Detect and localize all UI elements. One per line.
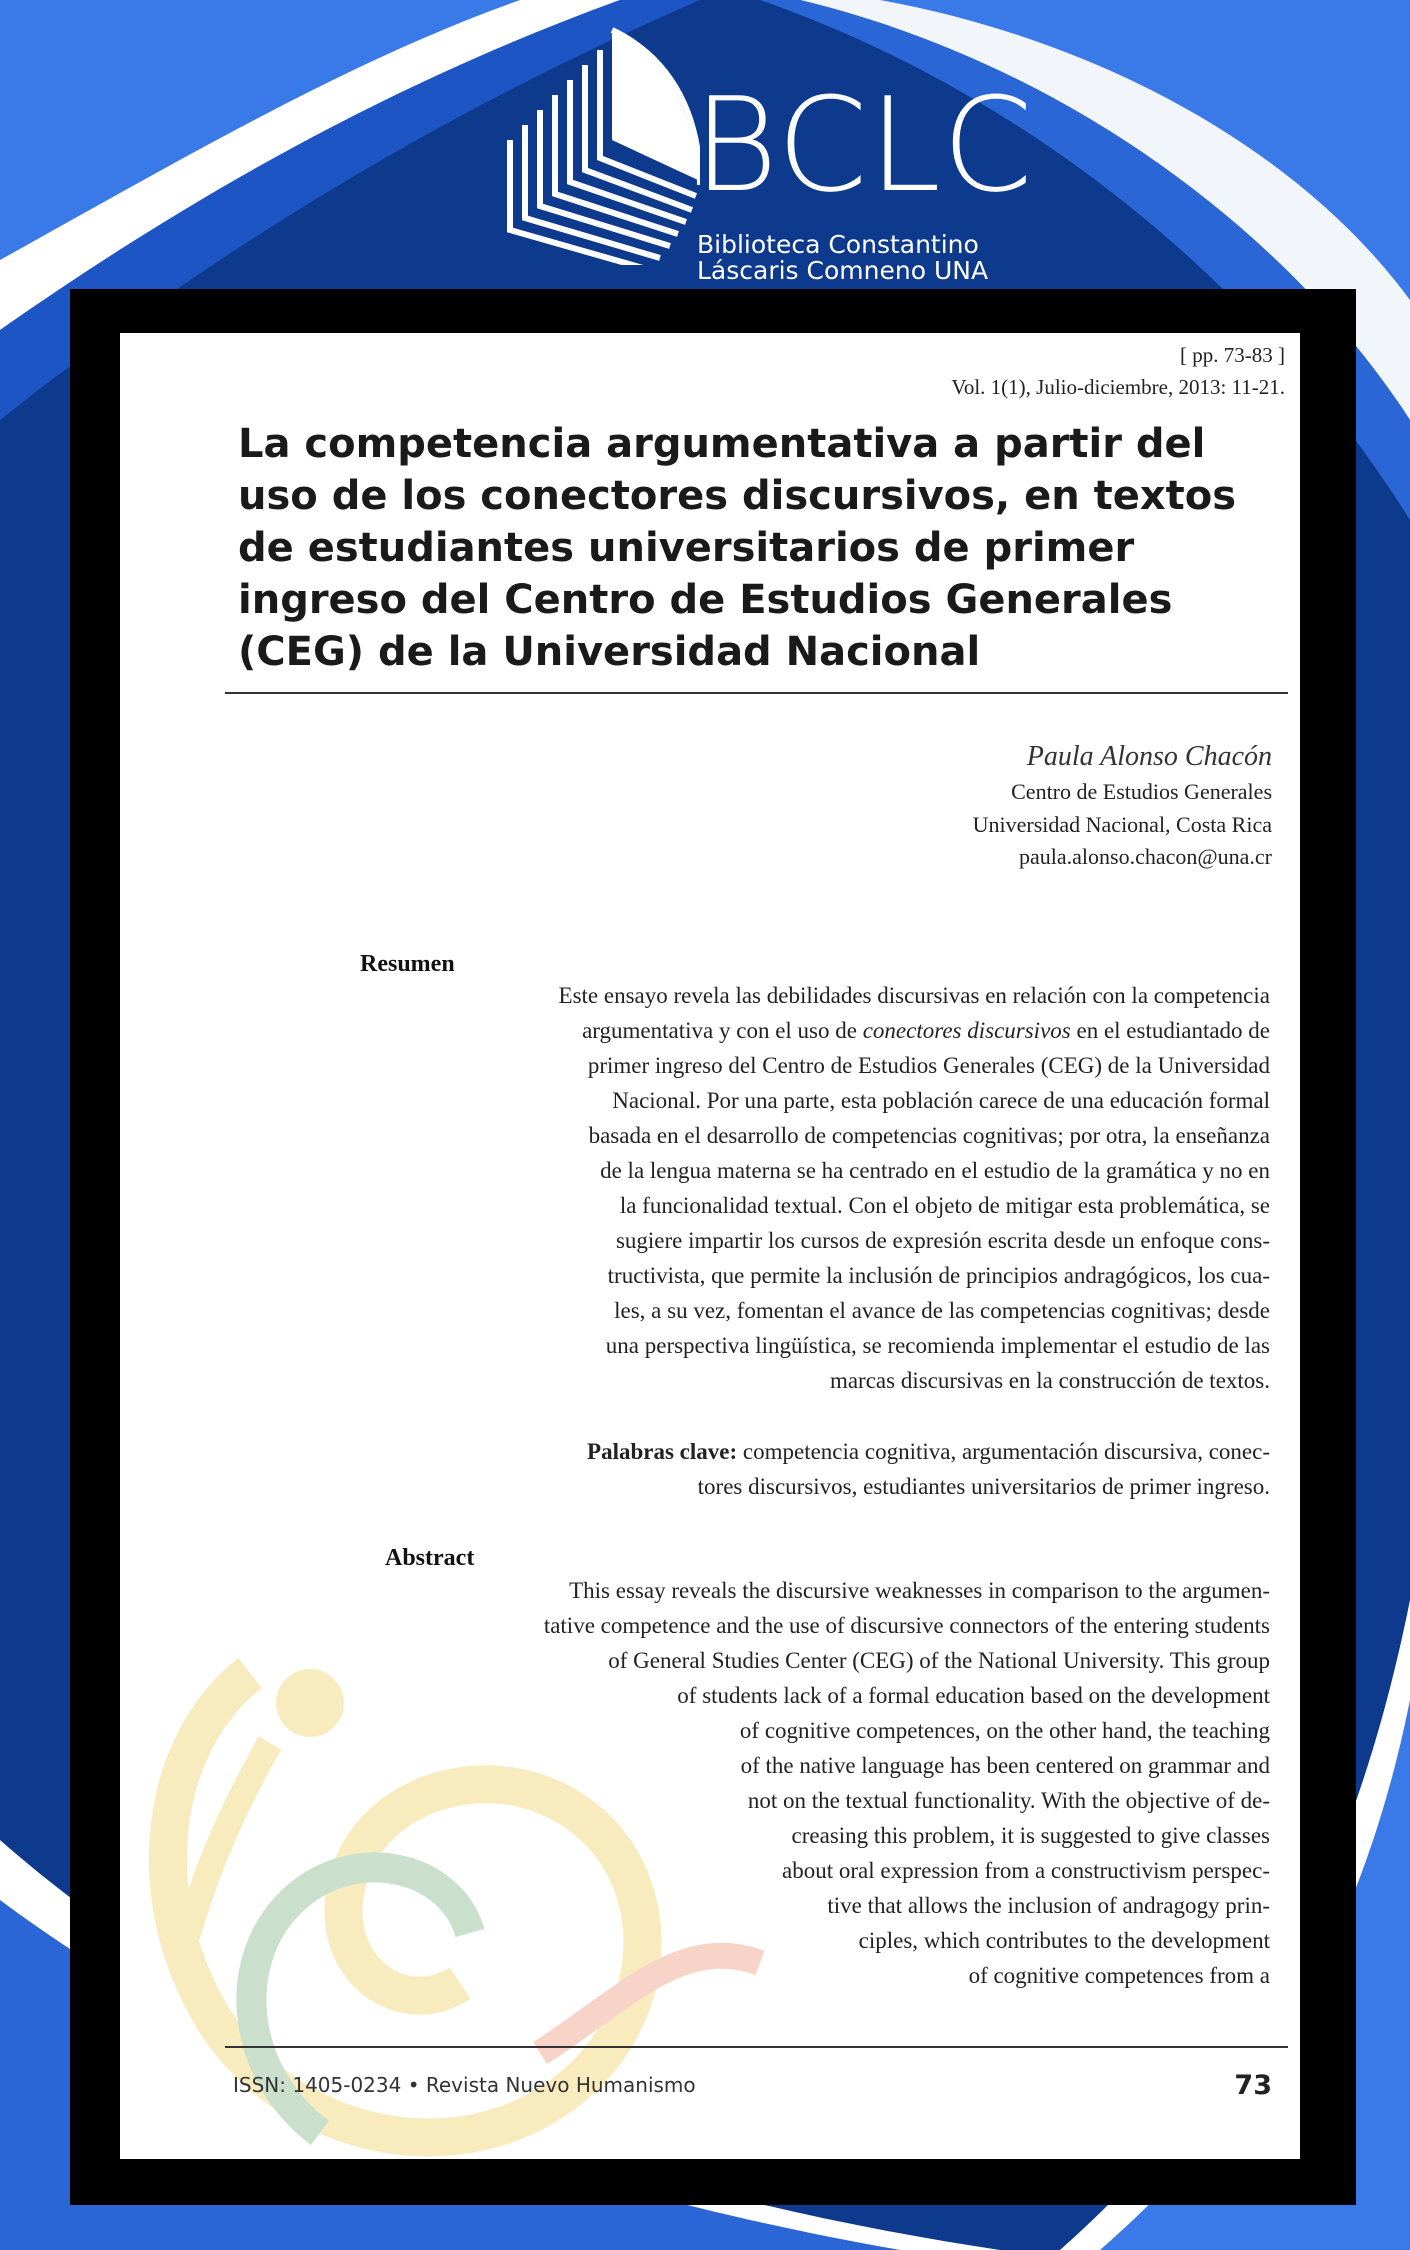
resumen-line: basada en el desarrollo de competencias cognitivas; por otra, la enseñanza (588, 1123, 1270, 1148)
page-range: [ pp. 73-83 ] (1180, 343, 1285, 367)
abstract-line: of General Studies Center (CEG) of the National University. This group (608, 1648, 1270, 1673)
author-center: Centro de Estudios Generales (1011, 779, 1272, 804)
keywords-label: Palabras clave: (587, 1439, 738, 1464)
resumen-line: les, a su vez, fomentan el avance de las competencias cognitivas; desde (614, 1298, 1270, 1323)
article-page (120, 333, 1300, 2159)
logo-acronym: BCLC (693, 69, 1034, 221)
resumen-line: de la lengua materna se ha centrado en el estudio de la gramática y no en (600, 1158, 1270, 1183)
resumen-italic-term: conectores discursivos (862, 1018, 1071, 1043)
logo-subtitle-line2: Láscaris Comneno UNA (697, 256, 989, 285)
abstract-line: tive that allows the inclusion of andragogy prin- (827, 1893, 1270, 1918)
logo-subtitle-line1: Biblioteca Constantino (697, 230, 979, 259)
abstract-line: of cognitive competences from a (968, 1963, 1270, 1988)
abstract-line: of students lack of a formal education based on the development (677, 1683, 1270, 1708)
keywords-line (587, 1439, 1270, 1465)
keywords-text: competencia cognitiva, argumentación discursiva, conec- (737, 1439, 1270, 1464)
title-line: uso de los conectores discursivos, en textos (238, 473, 1237, 519)
resumen-line: marcas discursivas en la construcción de textos. (829, 1368, 1270, 1393)
author-email: paula.alonso.chacon@una.cr (1019, 844, 1272, 869)
keywords-line: tores discursivos, estudiantes universitarios de primer ingreso. (697, 1474, 1270, 1499)
abstract-line: This essay reveals the discursive weaknesses in comparison to the argumen- (569, 1578, 1270, 1603)
abstract-line: tative competence and the use of discursive connectors of the entering students (543, 1613, 1270, 1638)
title-line: ingreso del Centro de Estudios Generales (238, 577, 1173, 623)
resumen-line: Este ensayo revela las debilidades discursivas en relación con la competencia (558, 983, 1270, 1008)
title-line: (CEG) de la Universidad Nacional (238, 629, 981, 675)
abstract-line: about oral expression from a constructivism perspec- (782, 1858, 1270, 1883)
footer-divider (225, 2046, 1288, 2048)
title-line: La competencia argumentativa a partir del (238, 421, 1206, 467)
title-divider (225, 692, 1288, 694)
abstract-line: of cognitive competences, on the other hand, the teaching (739, 1718, 1270, 1743)
resumen-text: en el estudiantado de (1070, 1018, 1270, 1043)
resumen-line: sugiere impartir los cursos de expresión escrita desde un enfoque cons- (615, 1228, 1270, 1253)
page-number: 73 (1234, 2070, 1272, 2101)
abstract-line: not on the textual functionality. With the objective of de- (747, 1788, 1270, 1813)
resumen-heading: Resumen (360, 951, 455, 977)
abstract-heading: Abstract (385, 1545, 475, 1571)
author-university: Universidad Nacional, Costa Rica (972, 812, 1272, 837)
resumen-line: primer ingreso del Centro de Estudios Generales (CEG) de la Universidad (587, 1053, 1270, 1078)
volume-info: Vol. 1(1), Julio-diciembre, 2013: 11-21. (951, 375, 1285, 399)
abstract-line: of the native language has been centered on grammar and (740, 1753, 1270, 1778)
resumen-text: argumentativa y con el uso de (582, 1018, 863, 1043)
title-line: de estudiantes universitarios de primer (238, 525, 1135, 571)
bclc-logo (500, 20, 1034, 285)
resumen-line: la funcionalidad textual. Con el objeto de mitigar esta problemática, se (619, 1193, 1270, 1218)
library-building-icon (500, 20, 700, 265)
author-name: Paula Alonso Chacón (1026, 741, 1272, 772)
abstract-line: creasing this problem, it is suggested to give classes (791, 1823, 1270, 1848)
resumen-line: tructivista, que permite la inclusión de principios andragógicos, los cua- (607, 1263, 1270, 1288)
article-title (238, 418, 1278, 678)
resumen-line: Nacional. Por una parte, esta población carece de una educación formal (612, 1088, 1270, 1113)
abstract-line: ciples, which contributes to the development (858, 1928, 1270, 1953)
resumen-line (582, 1018, 1270, 1044)
issn-journal: ISSN: 1405-0234 • Revista Nuevo Humanismo (233, 2073, 696, 2097)
resumen-line: una perspectiva lingüística, se recomienda implementar el estudio de las (605, 1333, 1270, 1358)
